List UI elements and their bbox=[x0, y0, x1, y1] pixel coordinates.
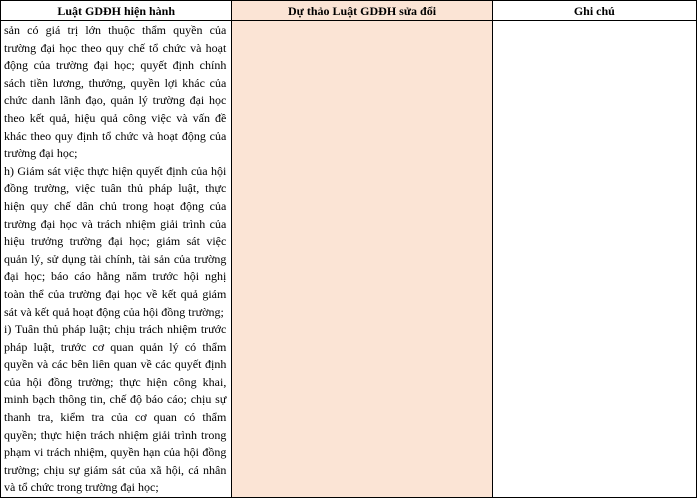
table-row bbox=[1, 21, 697, 498]
current-law-paragraph-h: h) Giám sát việc thực hiện quyết định của hội đồng trường, việc tuân thủ pháp luật, thực hiện quy chế dân chủ trong hoạt động của trường đại học và trách nhiệm giải trình của hiệu trưởng trường đại học; giám sát việc quản lý, sử dụng tài chính, tài sản của trường đại học; báo cáo hằng năm trước hội nghị toàn thể của trường đại học về kết quả giám sát và kết quả hoạt động của hội đồng trường; bbox=[4, 163, 227, 319]
notes-cell bbox=[492, 21, 696, 498]
header-current-law: Luật GDĐH hiện hành bbox=[1, 1, 232, 21]
draft-law-cell bbox=[232, 21, 492, 498]
table-header-row bbox=[1, 1, 697, 21]
header-draft-law: Dự thảo Luật GDĐH sửa đổi bbox=[232, 1, 492, 21]
header-notes: Ghi chú bbox=[492, 1, 696, 21]
current-law-paragraph-continuation: sản có giá trị lớn thuộc thẩm quyền của trường đại học theo quy chế tổ chức và hoạt động của trường đại học; quyết định chính sách tiền lương, thưởng, quyền lợi khác của chức danh lãnh đạo, quản lý trường đại học theo kết quả, hiệu quả công việc và vấn đề khác theo quy định tổ chức và hoạt động của trường đại học; bbox=[4, 23, 227, 161]
current-law-paragraph-i: i) Tuân thủ pháp luật; chịu trách nhiệm trước pháp luật, trước cơ quan quản lý có thẩm quyền và các bên liên quan về các quyết định của hội đồng trường; thực hiện công khai, minh bạch thông tin, chế độ báo cáo; chịu sự thanh tra, kiểm tra của cơ quan có thẩm quyền; thực hiện trách nhiệm giải trình trong phạm vi trách nhiệm, quyền hạn của hội đồng trường; chịu sự giám sát của xã hội, cá nhân và tổ chức trong trường đại học; bbox=[4, 322, 227, 495]
current-law-cell bbox=[1, 21, 232, 498]
